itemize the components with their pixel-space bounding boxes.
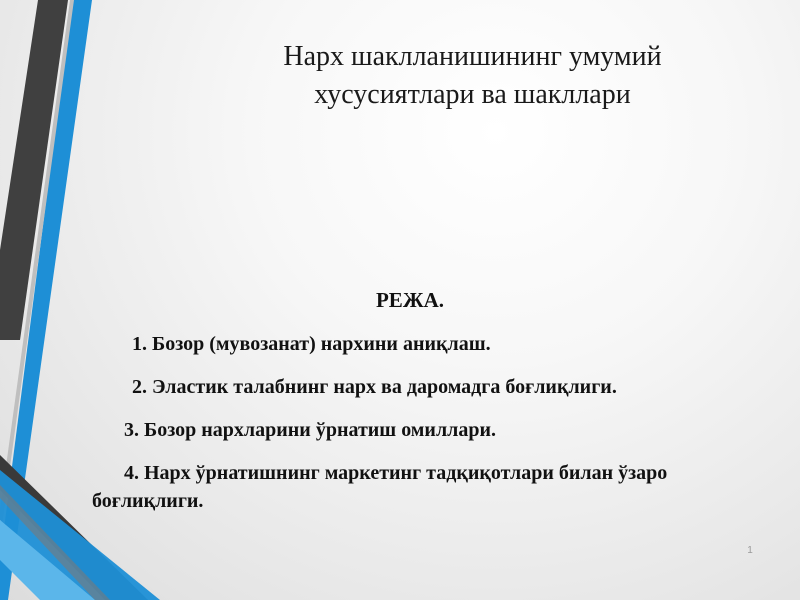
plan-list xyxy=(92,330,772,530)
plan-item-2: 2. Эластик талабнинг нарх ва даромадга боғлиқлиги. xyxy=(132,376,617,398)
slide-title xyxy=(220,38,725,114)
plan-item-3: 3. Бозор нархларини ўрнатиш омиллари. xyxy=(124,419,497,441)
slide-title-line-1: Нарх шаклланишининг умумий xyxy=(283,41,662,72)
plan-item-1: 1. Бозор (мувозанат) нархини аниқлаш. xyxy=(132,333,491,355)
plan-heading: РЕЖА. xyxy=(375,288,444,312)
slide-title-line-2: хусусиятлари ва шакллари xyxy=(314,79,631,110)
page-number: 1 xyxy=(747,545,753,556)
plan-item-4: 4. Нарх ўрнатишнинг маркетинг тадқиқотлари билан ўзаро боғлиқлиги. xyxy=(92,462,668,512)
